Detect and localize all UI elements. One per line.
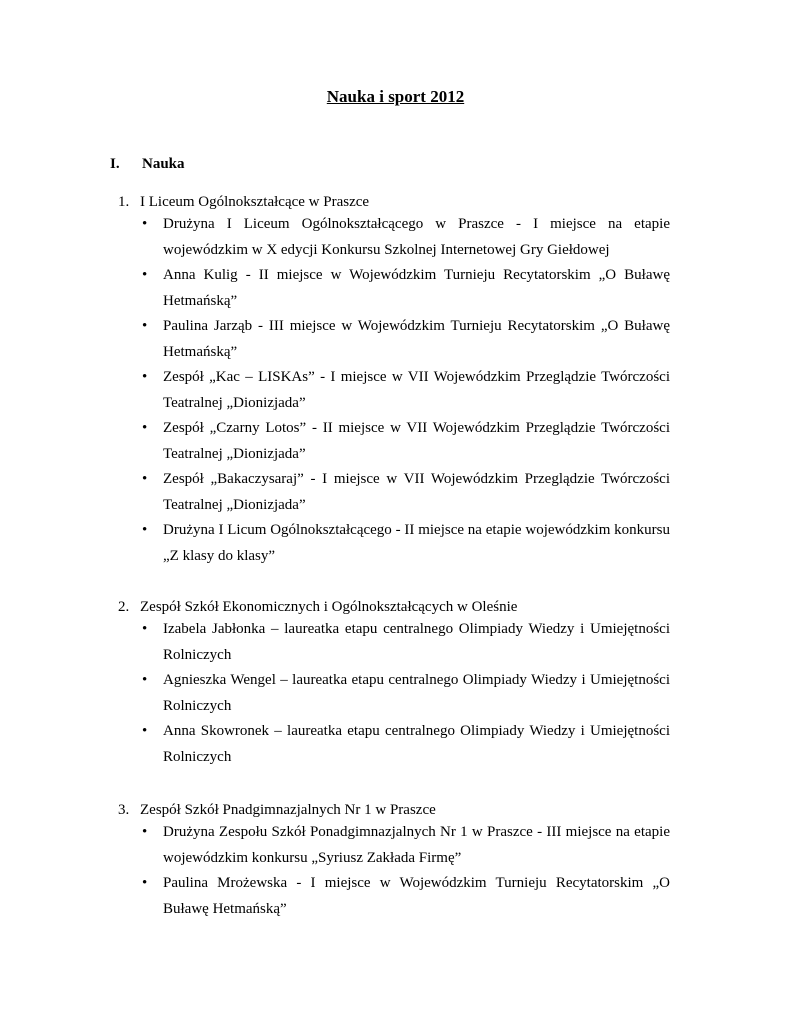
list-item: [118, 314, 670, 365]
list-item: [118, 365, 670, 416]
achievement-list: [118, 617, 678, 770]
section-numeral: I.: [110, 156, 120, 172]
list-item-text: Drużyna I Liceum Ogólnokształcącego w Praszce - I miejsce na etapie wojewódzkim w X edycji Konkursu Szkolnej Internetowej Gry Giełdowej: [163, 216, 670, 258]
bullet-icon: •: [142, 824, 148, 840]
list-item: [118, 871, 670, 922]
list-item: [118, 668, 670, 719]
list-item-text: Paulina Jarząb - III miejsce w Wojewódzkim Turnieju Recytatorskim „O Buławę Hetmańską”: [163, 318, 670, 360]
list-item-text: Zespół „Kac – LISKAs” - I miejsce w VII Wojewódzkim Przeglądzie Twórczości Teatralnej „Dionizjada”: [163, 369, 670, 411]
achievement-list: [118, 212, 678, 569]
group-title: [118, 597, 678, 617]
group-name: I Liceum Ogólnokształcące w Praszce: [140, 194, 370, 210]
list-item: [118, 263, 670, 314]
group-title: [118, 800, 678, 820]
group-name: Zespół Szkół Ekonomicznych i Ogólnokształcących w Oleśnie: [140, 599, 518, 615]
list-item: [118, 416, 670, 467]
section-heading: [110, 154, 185, 174]
bullet-icon: •: [142, 723, 148, 739]
list-item-text: Zespół „Bakaczysaraj” - I miejsce w VII Wojewódzkim Przeglądzie Twórczości Teatralnej „Dionizjada”: [163, 471, 670, 513]
list-item-text: Anna Kulig - II miejsce w Wojewódzkim Turnieju Recytatorskim „O Buławę Hetmańską”: [163, 267, 670, 309]
list-item: [118, 212, 670, 263]
group-number: 3.: [118, 802, 130, 818]
group-number: 2.: [118, 599, 130, 615]
bullet-icon: •: [142, 471, 148, 487]
school-group-1: [118, 192, 678, 569]
list-item: [118, 518, 670, 569]
bullet-icon: •: [142, 672, 148, 688]
bullet-icon: •: [142, 318, 148, 334]
list-item: [118, 719, 670, 770]
school-group-2: [118, 597, 678, 770]
list-item-text: Izabela Jabłonka – laureatka etapu centralnego Olimpiady Wiedzy i Umiejętności Rolniczych: [163, 621, 670, 663]
list-item: [118, 617, 670, 668]
list-item-text: Zespół „Czarny Lotos” - II miejsce w VII Wojewódzkim Przeglądzie Twórczości Teatralnej „Dionizjada”: [163, 420, 670, 462]
school-group-3: [118, 800, 678, 922]
bullet-icon: •: [142, 621, 148, 637]
list-item-text: Anna Skowronek – laureatka etapu centralnego Olimpiady Wiedzy i Umiejętności Rolniczych: [163, 723, 670, 765]
list-item: [118, 820, 670, 871]
group-name: Zespół Szkół Pnadgimnazjalnych Nr 1 w Praszce: [140, 802, 436, 818]
bullet-icon: •: [142, 267, 148, 283]
group-title: [118, 192, 678, 212]
bullet-icon: •: [142, 216, 148, 232]
document-title: Nauka i sport 2012: [326, 87, 465, 106]
list-item-text: Paulina Mrożewska - I miejsce w Wojewódzkim Turnieju Recytatorskim „O Buławę Hetmańską”: [163, 875, 670, 917]
section-name: Nauka: [142, 156, 185, 172]
bullet-icon: •: [142, 875, 148, 891]
list-item: [118, 467, 670, 518]
bullet-icon: •: [142, 522, 148, 538]
bullet-icon: •: [142, 420, 148, 436]
group-number: 1.: [118, 194, 130, 210]
bullet-icon: •: [142, 369, 148, 385]
list-item-text: Drużyna I Licum Ogólnokształcącego - II miejsce na etapie wojewódzkim konkursu „Z klasy do klasy”: [163, 522, 670, 564]
achievement-list: [118, 820, 678, 922]
list-item-text: Drużyna Zespołu Szkół Ponadgimnazjalnych Nr 1 w Praszce - III miejsce na etapie wojewódzkim konkursu „Syriusz Zakłada Firmę”: [163, 824, 670, 866]
list-item-text: Agnieszka Wengel – laureatka etapu centralnego Olimpiady Wiedzy i Umiejętności Rolniczych: [163, 672, 670, 714]
